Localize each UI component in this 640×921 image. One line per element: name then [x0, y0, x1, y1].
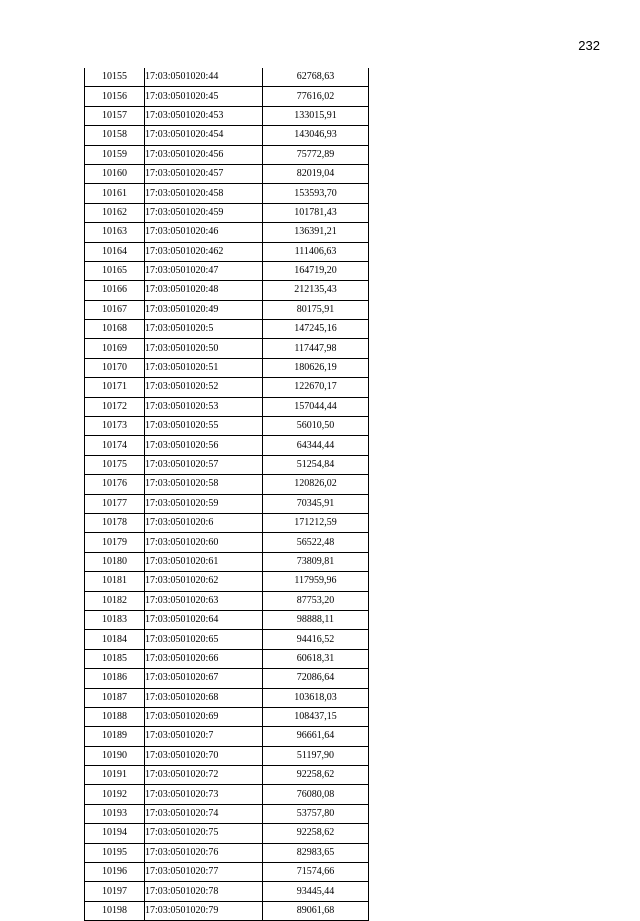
table-row [85, 261, 369, 280]
row-number-cell: 10191 [85, 766, 145, 785]
value-cell: 94416,52 [263, 630, 369, 649]
row-number-cell: 10160 [85, 164, 145, 183]
value-cell: 171212,59 [263, 513, 369, 532]
row-number-cell: 10195 [85, 843, 145, 862]
table-row [85, 804, 369, 823]
table-row [85, 320, 369, 339]
value-cell: 111406,63 [263, 242, 369, 261]
value-cell: 117447,98 [263, 339, 369, 358]
cadastral-number-cell: 17:03:0501020:64 [145, 610, 263, 629]
table-row [85, 339, 369, 358]
row-number-cell: 10198 [85, 901, 145, 920]
cadastral-number-cell: 17:03:0501020:66 [145, 649, 263, 668]
table-row [85, 863, 369, 882]
row-number-cell: 10185 [85, 649, 145, 668]
row-number-cell: 10188 [85, 707, 145, 726]
row-number-cell: 10156 [85, 87, 145, 106]
value-cell: 87753,20 [263, 591, 369, 610]
row-number-cell: 10171 [85, 378, 145, 397]
table-row [85, 436, 369, 455]
cadastral-number-cell: 17:03:0501020:56 [145, 436, 263, 455]
row-number-cell: 10167 [85, 300, 145, 319]
table-row [85, 843, 369, 862]
cadastral-number-cell: 17:03:0501020:49 [145, 300, 263, 319]
row-number-cell: 10178 [85, 513, 145, 532]
row-number-cell: 10192 [85, 785, 145, 804]
value-cell: 64344,44 [263, 436, 369, 455]
value-cell: 153593,70 [263, 184, 369, 203]
table-row [85, 145, 369, 164]
value-cell: 92258,62 [263, 766, 369, 785]
value-cell: 76080,08 [263, 785, 369, 804]
cadastral-number-cell: 17:03:0501020:46 [145, 223, 263, 242]
table-row [85, 126, 369, 145]
table-row [85, 669, 369, 688]
cadastral-number-cell: 17:03:0501020:72 [145, 766, 263, 785]
table-row [85, 417, 369, 436]
table-row [85, 475, 369, 494]
cadastral-number-cell: 17:03:0501020:44 [145, 68, 263, 87]
table-row [85, 184, 369, 203]
value-cell: 77616,02 [263, 87, 369, 106]
row-number-cell: 10159 [85, 145, 145, 164]
row-number-cell: 10164 [85, 242, 145, 261]
cadastral-number-cell: 17:03:0501020:7 [145, 727, 263, 746]
table-row [85, 281, 369, 300]
cadastral-number-cell: 17:03:0501020:52 [145, 378, 263, 397]
value-cell: 96661,64 [263, 727, 369, 746]
row-number-cell: 10176 [85, 475, 145, 494]
cadastral-number-cell: 17:03:0501020:67 [145, 669, 263, 688]
table-row [85, 649, 369, 668]
cadastral-number-cell: 17:03:0501020:462 [145, 242, 263, 261]
cadastral-number-cell: 17:03:0501020:76 [145, 843, 263, 862]
table-row [85, 68, 369, 87]
cadastral-number-cell: 17:03:0501020:65 [145, 630, 263, 649]
cadastral-number-cell: 17:03:0501020:48 [145, 281, 263, 300]
cadastral-number-cell: 17:03:0501020:55 [145, 417, 263, 436]
value-cell: 51197,90 [263, 746, 369, 765]
value-cell: 75772,89 [263, 145, 369, 164]
row-number-cell: 10180 [85, 552, 145, 571]
table-row [85, 494, 369, 513]
row-number-cell: 10172 [85, 397, 145, 416]
table-row [85, 203, 369, 222]
cadastral-number-cell: 17:03:0501020:62 [145, 572, 263, 591]
value-cell: 133015,91 [263, 106, 369, 125]
value-cell: 53757,80 [263, 804, 369, 823]
cadastral-number-cell: 17:03:0501020:79 [145, 901, 263, 920]
value-cell: 73809,81 [263, 552, 369, 571]
table-row [85, 610, 369, 629]
table-row [85, 572, 369, 591]
cadastral-number-cell: 17:03:0501020:69 [145, 707, 263, 726]
cadastral-number-cell: 17:03:0501020:68 [145, 688, 263, 707]
table-row [85, 591, 369, 610]
table-row [85, 688, 369, 707]
row-number-cell: 10173 [85, 417, 145, 436]
row-number-cell: 10163 [85, 223, 145, 242]
cadastral-number-cell: 17:03:0501020:459 [145, 203, 263, 222]
table-row [85, 87, 369, 106]
cadastral-number-cell: 17:03:0501020:75 [145, 824, 263, 843]
value-cell: 93445,44 [263, 882, 369, 901]
table-body [85, 68, 369, 921]
table-row [85, 746, 369, 765]
value-cell: 89061,68 [263, 901, 369, 920]
row-number-cell: 10166 [85, 281, 145, 300]
row-number-cell: 10169 [85, 339, 145, 358]
value-cell: 122670,17 [263, 378, 369, 397]
cadastral-number-cell: 17:03:0501020:457 [145, 164, 263, 183]
row-number-cell: 10158 [85, 126, 145, 145]
value-cell: 157044,44 [263, 397, 369, 416]
row-number-cell: 10155 [85, 68, 145, 87]
cadastral-number-cell: 17:03:0501020:58 [145, 475, 263, 494]
cadastral-number-cell: 17:03:0501020:45 [145, 87, 263, 106]
table-row [85, 727, 369, 746]
table-row [85, 106, 369, 125]
row-number-cell: 10190 [85, 746, 145, 765]
value-cell: 92258,62 [263, 824, 369, 843]
cadastral-number-cell: 17:03:0501020:61 [145, 552, 263, 571]
value-cell: 101781,43 [263, 203, 369, 222]
page-number: 232 [578, 38, 600, 53]
value-cell: 120826,02 [263, 475, 369, 494]
cadastral-number-cell: 17:03:0501020:453 [145, 106, 263, 125]
table-row [85, 358, 369, 377]
row-number-cell: 10197 [85, 882, 145, 901]
row-number-cell: 10194 [85, 824, 145, 843]
row-number-cell: 10184 [85, 630, 145, 649]
table-row [85, 164, 369, 183]
cadastral-number-cell: 17:03:0501020:458 [145, 184, 263, 203]
value-cell: 70345,91 [263, 494, 369, 513]
cadastral-number-cell: 17:03:0501020:57 [145, 455, 263, 474]
row-number-cell: 10181 [85, 572, 145, 591]
row-number-cell: 10157 [85, 106, 145, 125]
value-cell: 147245,16 [263, 320, 369, 339]
row-number-cell: 10165 [85, 261, 145, 280]
row-number-cell: 10174 [85, 436, 145, 455]
cadastral-number-cell: 17:03:0501020:456 [145, 145, 263, 164]
value-cell: 164719,20 [263, 261, 369, 280]
cadastral-number-cell: 17:03:0501020:5 [145, 320, 263, 339]
cadastral-number-cell: 17:03:0501020:60 [145, 533, 263, 552]
value-cell: 82983,65 [263, 843, 369, 862]
row-number-cell: 10170 [85, 358, 145, 377]
value-cell: 117959,96 [263, 572, 369, 591]
value-cell: 56010,50 [263, 417, 369, 436]
row-number-cell: 10162 [85, 203, 145, 222]
table-row [85, 901, 369, 920]
table-row [85, 242, 369, 261]
value-cell: 56522,48 [263, 533, 369, 552]
cadastral-number-cell: 17:03:0501020:454 [145, 126, 263, 145]
value-cell: 108437,15 [263, 707, 369, 726]
table-row [85, 533, 369, 552]
cadastral-number-cell: 17:03:0501020:47 [145, 261, 263, 280]
table-row [85, 824, 369, 843]
row-number-cell: 10168 [85, 320, 145, 339]
cadastral-number-cell: 17:03:0501020:59 [145, 494, 263, 513]
value-cell: 80175,91 [263, 300, 369, 319]
value-cell: 103618,03 [263, 688, 369, 707]
table-row [85, 397, 369, 416]
table-row [85, 300, 369, 319]
value-cell: 72086,64 [263, 669, 369, 688]
value-cell: 143046,93 [263, 126, 369, 145]
table-row [85, 378, 369, 397]
row-number-cell: 10182 [85, 591, 145, 610]
value-cell: 71574,66 [263, 863, 369, 882]
cadastral-number-cell: 17:03:0501020:50 [145, 339, 263, 358]
value-cell: 98888,11 [263, 610, 369, 629]
cadastral-number-cell: 17:03:0501020:6 [145, 513, 263, 532]
value-cell: 51254,84 [263, 455, 369, 474]
row-number-cell: 10187 [85, 688, 145, 707]
cadastral-number-cell: 17:03:0501020:70 [145, 746, 263, 765]
row-number-cell: 10196 [85, 863, 145, 882]
table-row [85, 766, 369, 785]
cadastral-number-cell: 17:03:0501020:73 [145, 785, 263, 804]
row-number-cell: 10177 [85, 494, 145, 513]
table-row [85, 707, 369, 726]
table-row [85, 785, 369, 804]
row-number-cell: 10189 [85, 727, 145, 746]
value-cell: 60618,31 [263, 649, 369, 668]
cadastral-number-cell: 17:03:0501020:77 [145, 863, 263, 882]
table-row [85, 630, 369, 649]
table-row [85, 882, 369, 901]
table-row [85, 513, 369, 532]
cadastral-number-cell: 17:03:0501020:78 [145, 882, 263, 901]
row-number-cell: 10179 [85, 533, 145, 552]
table-row [85, 552, 369, 571]
row-number-cell: 10193 [85, 804, 145, 823]
row-number-cell: 10175 [85, 455, 145, 474]
row-number-cell: 10186 [85, 669, 145, 688]
value-cell: 136391,21 [263, 223, 369, 242]
table-row [85, 455, 369, 474]
cadastral-number-cell: 17:03:0501020:74 [145, 804, 263, 823]
table-row [85, 223, 369, 242]
value-cell: 62768,63 [263, 68, 369, 87]
cadastral-number-cell: 17:03:0501020:51 [145, 358, 263, 377]
cadastral-number-cell: 17:03:0501020:53 [145, 397, 263, 416]
row-number-cell: 10161 [85, 184, 145, 203]
row-number-cell: 10183 [85, 610, 145, 629]
value-cell: 180626,19 [263, 358, 369, 377]
cadastral-number-cell: 17:03:0501020:63 [145, 591, 263, 610]
value-cell: 212135,43 [263, 281, 369, 300]
data-table [84, 68, 369, 921]
value-cell: 82019,04 [263, 164, 369, 183]
